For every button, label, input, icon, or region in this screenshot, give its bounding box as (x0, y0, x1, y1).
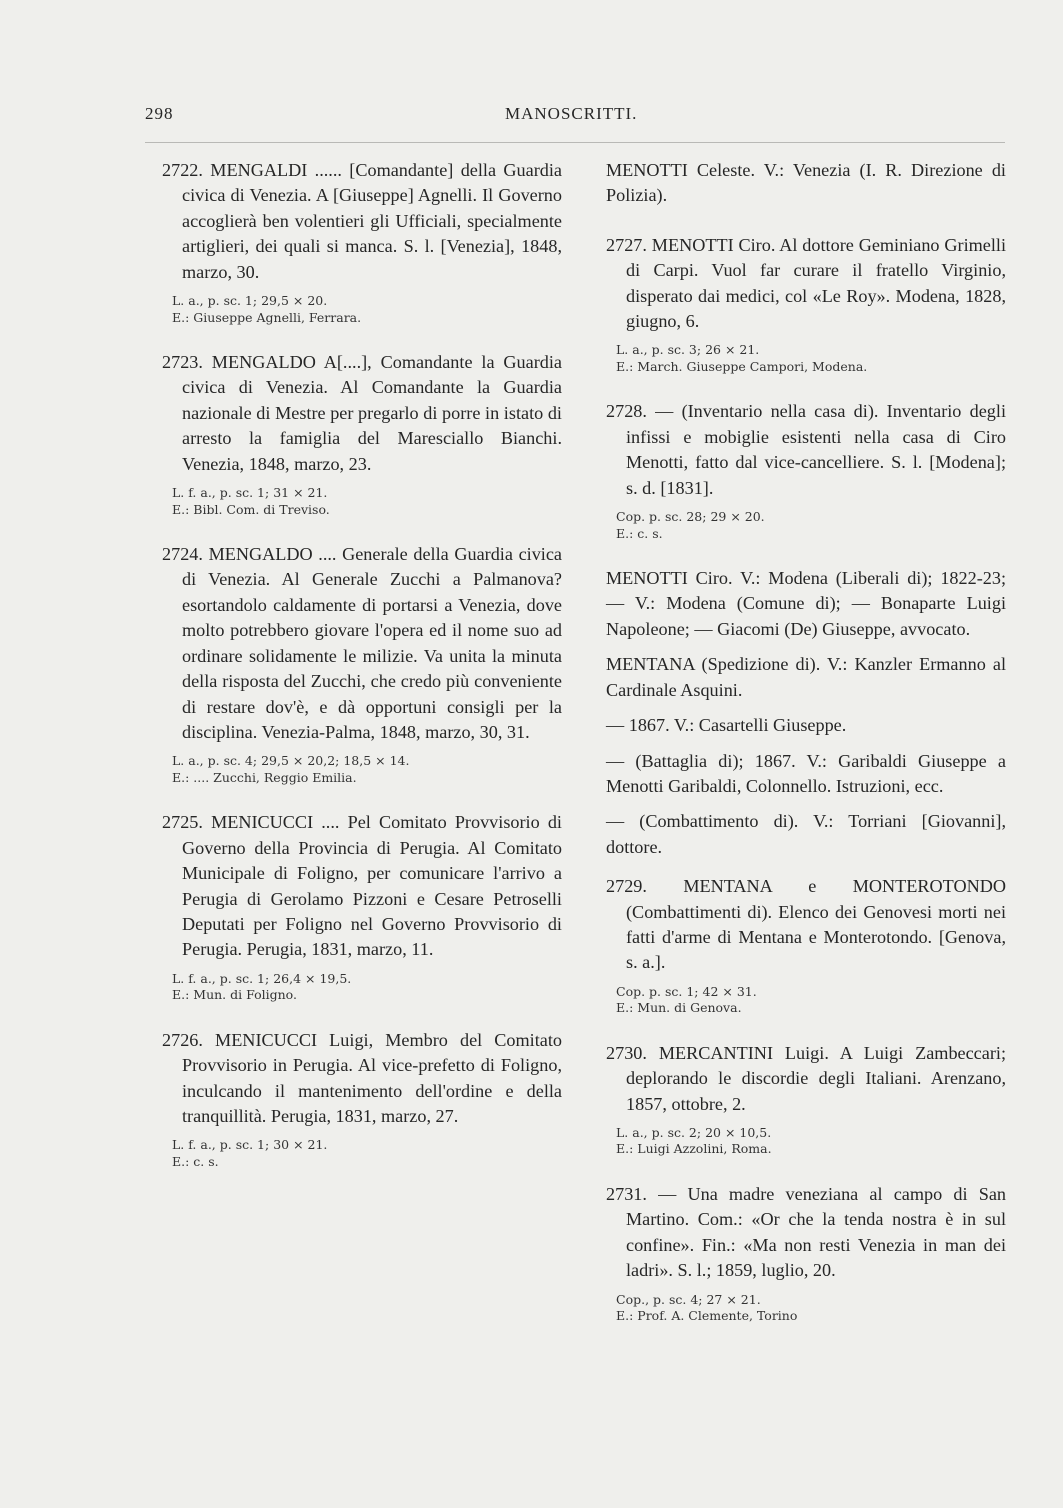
entry-description: L. f. a., p. sc. 1; 30 × 21. (172, 1137, 328, 1153)
header-rule (145, 142, 1005, 143)
entry-meta (172, 293, 562, 326)
entry-text: 2731. — Una madre veneziana al campo di San Martino. Com.: «Or che la tenda nostra è in sul confine». Fin.: «Ma non resti Venezia in man dei ladri». S. l.; 1859, luglio, 20. (606, 1183, 1006, 1281)
entry-description: Cop., p. sc. 4; 27 × 21. (616, 1291, 761, 1307)
entry-owner: E.: Prof. A. Clemente, Torino (616, 1308, 798, 1324)
catalog-entry (162, 158, 562, 326)
entry-meta (172, 971, 562, 1004)
entry-meta (172, 1137, 562, 1170)
entry-description: L. f. a., p. sc. 1; 26,4 × 19,5. (172, 970, 352, 986)
page-title: MANOSCRITTI. (505, 104, 638, 123)
entry-text: 2729. MENTANA e MONTEROTONDO (Combattimenti di). Elenco dei Genovesi morti nei fatti d'arme di Mentana e Monterotondo. [Genova, s. a.]. (606, 876, 1006, 973)
running-header (145, 104, 1005, 128)
entry-owner: E.: .... Zucchi, Reggio Emilia. (172, 769, 357, 785)
entry-text: — 1867. V.: Casartelli Giuseppe. (606, 715, 847, 736)
entry-text: 2728. — (Inventario nella casa di). Inventario degli infissi e mobiglie esistenti nella casa di Ciro Menotti, fatto dal vice-cancelliere. S. l. [Modena]; s. d. [1831]. (606, 401, 1006, 498)
catalog-entry (162, 350, 562, 518)
entry-meta (616, 1125, 1006, 1158)
entry-meta (616, 509, 1006, 542)
catalog-entry (606, 399, 1006, 542)
cross-reference (606, 713, 1006, 738)
entry-description: Cop. p. sc. 28; 29 × 20. (616, 509, 765, 525)
entry-text: — (Combattimento di). V.: Torriani [Giovanni], dottore. (606, 811, 1006, 857)
catalog-entry (606, 233, 1006, 376)
cross-reference (606, 566, 1006, 642)
cross-reference (606, 158, 1006, 209)
entry-owner: E.: Giuseppe Agnelli, Ferrara. (172, 309, 362, 325)
catalog-entry (162, 542, 562, 786)
entry-description: L. f. a., p. sc. 1; 31 × 21. (172, 485, 328, 501)
entry-text: 2723. MENGALDO A[....], Comandante la Guardia civica di Venezia. Al Comandante la Guardia nazionale di Mestre per pregarlo di porre in istato di arresto la famiglia del Maresciallo Bianchi. Venezia, 1848, marzo, 23. (162, 352, 562, 474)
catalog-entry (606, 1182, 1006, 1325)
entry-text: 2725. MENICUCCI .... Pel Comitato Provvisorio di Governo della Provincia di Perugia. Al Comitato Municipale di Foligno, per comunicare l'arrivo a Perugia di Gerolamo Pizzoni e Cesare Petroselli Deputati per Foligno nel Governo Provvisorio di Perugia. Perugia, 1831, marzo, 11. (162, 812, 562, 960)
entry-meta (616, 1292, 1006, 1325)
entry-owner: E.: March. Giuseppe Campori, Modena. (616, 358, 868, 374)
entry-meta (616, 984, 1006, 1017)
cross-reference (606, 809, 1006, 860)
entry-text: 2730. MERCANTINI Luigi. A Luigi Zambeccari; deplorando le discordie degli Italiani. Arenzano, 1857, ottobre, 2. (606, 1042, 1006, 1114)
entry-text: MENOTTI Ciro. V.: Modena (Liberali di); 1822-23; — V.: Modena (Comune di); — Bonaparte Luigi Napoleone; — Giacomi (De) Giuseppe, avvocato. (606, 568, 1006, 639)
entry-text: 2726. MENICUCCI Luigi, Membro del Comitato Provvisorio in Perugia. Al vice-prefetto di Foligno, inculcando il mantenimento dell'ordine e della tranquillità. Perugia, 1831, marzo, 27. (162, 1029, 562, 1126)
entry-owner: E.: Mun. di Foligno. (172, 987, 297, 1003)
entry-meta (172, 753, 562, 786)
entry-description: L. a., p. sc. 4; 29,5 × 20,2; 18,5 × 14. (172, 753, 410, 769)
catalog-entry (162, 1028, 562, 1171)
entry-description: L. a., p. sc. 2; 20 × 10,5. (616, 1124, 772, 1140)
entry-text: 2722. MENGALDI ...... [Comandante] della Guardia civica di Venezia. A [Giuseppe] Agnelli. Il Governo accoglierà ben volentieri gli Ufficiali, specialmente artiglieri, dei quali si manca. S. l. [Venezia], 1848, marzo, 30. (162, 160, 562, 282)
entry-owner: E.: c. s. (172, 1153, 219, 1169)
page-number: 298 (145, 104, 174, 123)
entry-owner: E.: Luigi Azzolini, Roma. (616, 1141, 772, 1157)
cross-reference (606, 749, 1006, 800)
entry-description: L. a., p. sc. 3; 26 × 21. (616, 342, 760, 358)
entry-description: L. a., p. sc. 1; 29,5 × 20. (172, 293, 328, 309)
catalog-entry (162, 810, 562, 1003)
entry-owner: E.: Bibl. Com. di Treviso. (172, 501, 330, 517)
entry-text: MENTANA (Spedizione di). V.: Kanzler Ermanno al Cardinale Asquini. (606, 654, 1006, 700)
entry-text: — (Battaglia di); 1867. V.: Garibaldi Giuseppe a Menotti Garibaldi, Colonnello. Istruzioni, ecc. (606, 750, 1006, 796)
entry-owner: E.: Mun. di Genova. (616, 1000, 742, 1016)
left-column (162, 158, 562, 1194)
catalog-entry (606, 1041, 1006, 1158)
entry-text: 2727. MENOTTI Ciro. Al dottore Geminiano Grimelli di Carpi. Vuol far curare il fratello Virginio, disperato dai medici, col «Le Roy». Modena, 1828, giugno, 6. (606, 234, 1006, 332)
entry-text: 2724. MENGALDO .... Generale della Guardia civica di Venezia. Al Generale Zucchi a Palmanova? esortandolo caldamente di portarsi a Venezia, dove molto potrebbero giovare l'opera ed il nome suo ad ordinare solidamente le milizie. Va unita la minuta della risposta del Zucchi, che credo più conveniente di restare dov'è, e dà opportuni consigli per la disciplina. Venezia-Palma, 1848, marzo, 30, 31. (162, 544, 562, 742)
entry-meta (616, 342, 1006, 375)
entry-owner: E.: c. s. (616, 525, 663, 541)
entry-description: Cop. p. sc. 1; 42 × 31. (616, 983, 757, 999)
catalog-entry (606, 874, 1006, 1017)
right-column (606, 158, 1006, 1349)
cross-reference (606, 652, 1006, 703)
entry-meta (172, 485, 562, 518)
entry-text: MENOTTI Celeste. V.: Venezia (I. R. Direzione di Polizia). (606, 160, 1006, 206)
